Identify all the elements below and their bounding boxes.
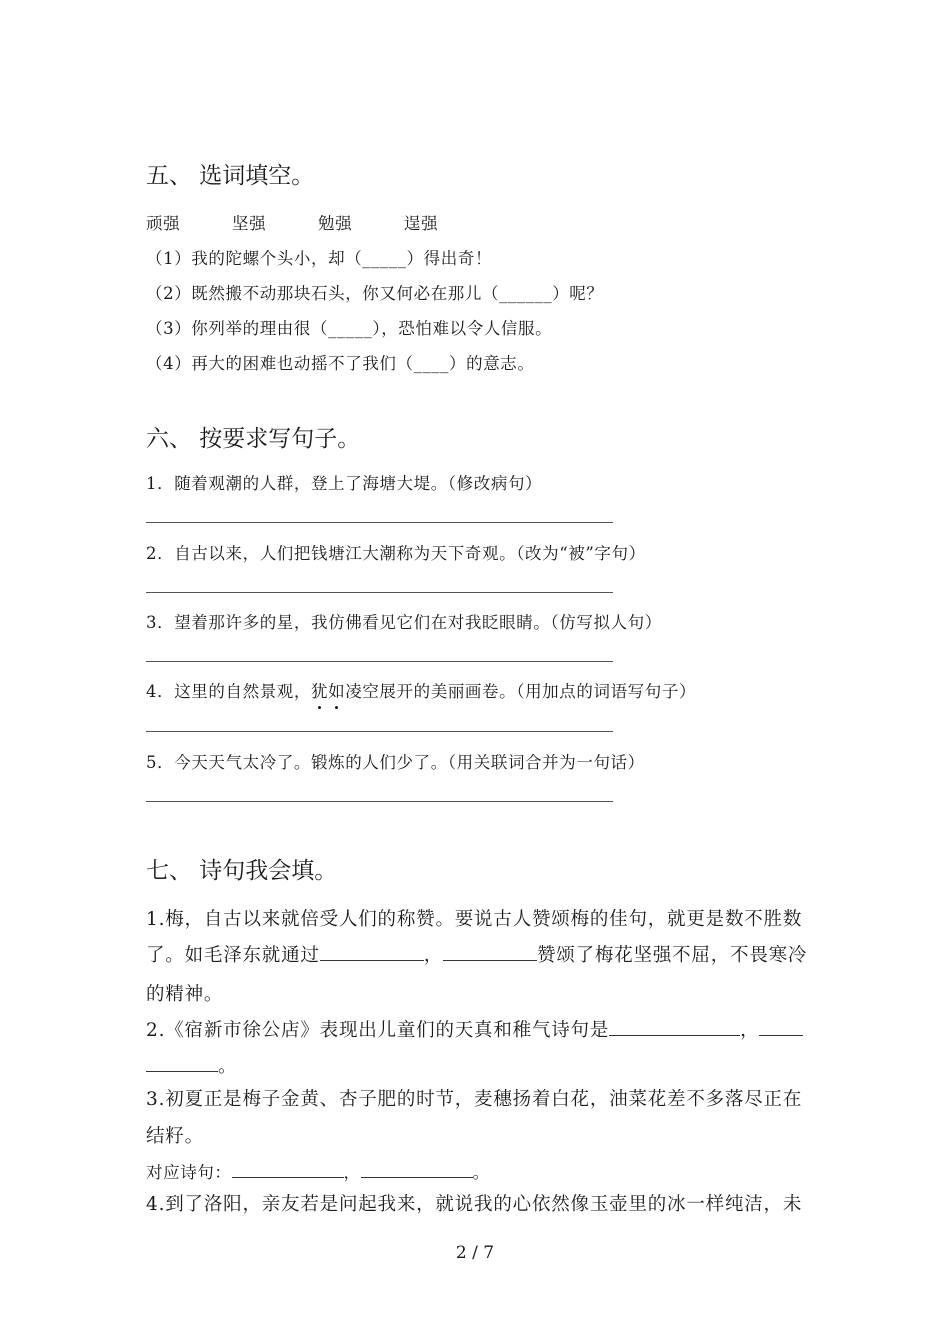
answer-line[interactable] [146, 801, 613, 802]
dotted-char: 如 [328, 678, 345, 702]
section7-q1-line2 [146, 941, 807, 967]
fill-blank[interactable] [443, 944, 537, 961]
fill-blank[interactable] [320, 944, 424, 961]
punctuation: ， [343, 1163, 361, 1182]
section5-question-3: （3）你列举的理由很（_____），恐怕难以令人信服。 [146, 319, 553, 338]
section6-question-1: 1．随着观潮的人群，登上了海塘大堤。（修改病句） [146, 474, 543, 493]
answer-line[interactable] [146, 731, 613, 732]
section7-title: 七、 诗句我会填。 [146, 858, 338, 884]
section6-question-3: 3．望着那许多的星，我仿佛看见它们在对我眨眼睛。（仿写拟人句） [146, 613, 662, 632]
section6-question-2: 2．自古以来，人们把钱塘江大潮称为天下奇观。（改为“被”字句） [146, 544, 646, 563]
answer-line[interactable] [146, 592, 613, 593]
punctuation: ， [740, 1020, 760, 1041]
section5-title: 五、 选词填空。 [146, 163, 315, 189]
section5-question-2: （2）既然搬不动那块石头，你又何必在那儿（______）呢？ [146, 284, 604, 303]
page-number: 2 / 7 [455, 1243, 495, 1263]
question-text: 了。如毛泽东就通过 [146, 945, 320, 966]
answer-label: 对应诗句： [146, 1163, 232, 1182]
section7-q3-line1: 3.初夏正是梅子金黄、杏子肥的时节，麦穗扬着白花，油菜花差不多落尽正在 [146, 1089, 803, 1110]
question-text: 赞颂了梅花坚强不屈，不畏寒冷 [537, 945, 808, 966]
answer-line[interactable] [146, 661, 613, 662]
section7-q2-line2 [146, 1052, 237, 1078]
fill-blank[interactable] [361, 1161, 473, 1178]
section5-question-4: （4）再大的困难也动摇不了我们（____）的意志。 [146, 354, 535, 373]
dotted-char: 犹 [311, 678, 328, 702]
punctuation: ， [423, 945, 444, 966]
section7-q2-line1 [146, 1016, 803, 1042]
section7-q1-line3: 的精神。 [146, 984, 224, 1005]
section6-title: 六、 按要求写句子。 [146, 426, 361, 452]
punctuation: 。 [472, 1163, 490, 1182]
section7-q3-line2: 结籽。 [146, 1126, 204, 1147]
section6-question-4 [146, 678, 696, 702]
word-option: 勉强 [318, 214, 353, 233]
word-bank [146, 210, 438, 234]
fill-blank[interactable] [609, 1019, 740, 1036]
section6-question-5: 5．今天天气太冷了。锻炼的人们少了。（用关联词合并为一句话） [146, 753, 645, 772]
section7-q3-answer [146, 1159, 490, 1183]
word-option: 逞强 [404, 214, 439, 233]
fill-blank[interactable] [146, 1055, 218, 1072]
fill-blank[interactable] [232, 1161, 344, 1178]
question-text: 2.《宿新市徐公店》表现出儿童们的天真和稚气诗句是 [146, 1020, 610, 1041]
question-text: 凌空展开的美丽画卷。（用加点的词语写句子） [345, 682, 697, 701]
section7-q4-line1: 4.到了洛阳，亲友若是问起我来，就说我的心依然像玉壶里的冰一样纯洁，未 [146, 1194, 803, 1215]
section5-question-1: （1）我的陀螺个头小，却（_____）得出奇！ [146, 249, 493, 268]
punctuation: 。 [218, 1056, 238, 1077]
section7-q1-line1: 1.梅，自古以来就倍受人们的称赞。要说古人赞颂梅的佳句，就更是数不胜数 [146, 909, 803, 930]
word-option: 坚强 [232, 214, 267, 233]
question-text: 4．这里的自然景观， [146, 682, 311, 701]
word-option: 顽强 [146, 214, 181, 233]
answer-line[interactable] [146, 522, 613, 523]
fill-blank[interactable] [759, 1019, 803, 1036]
